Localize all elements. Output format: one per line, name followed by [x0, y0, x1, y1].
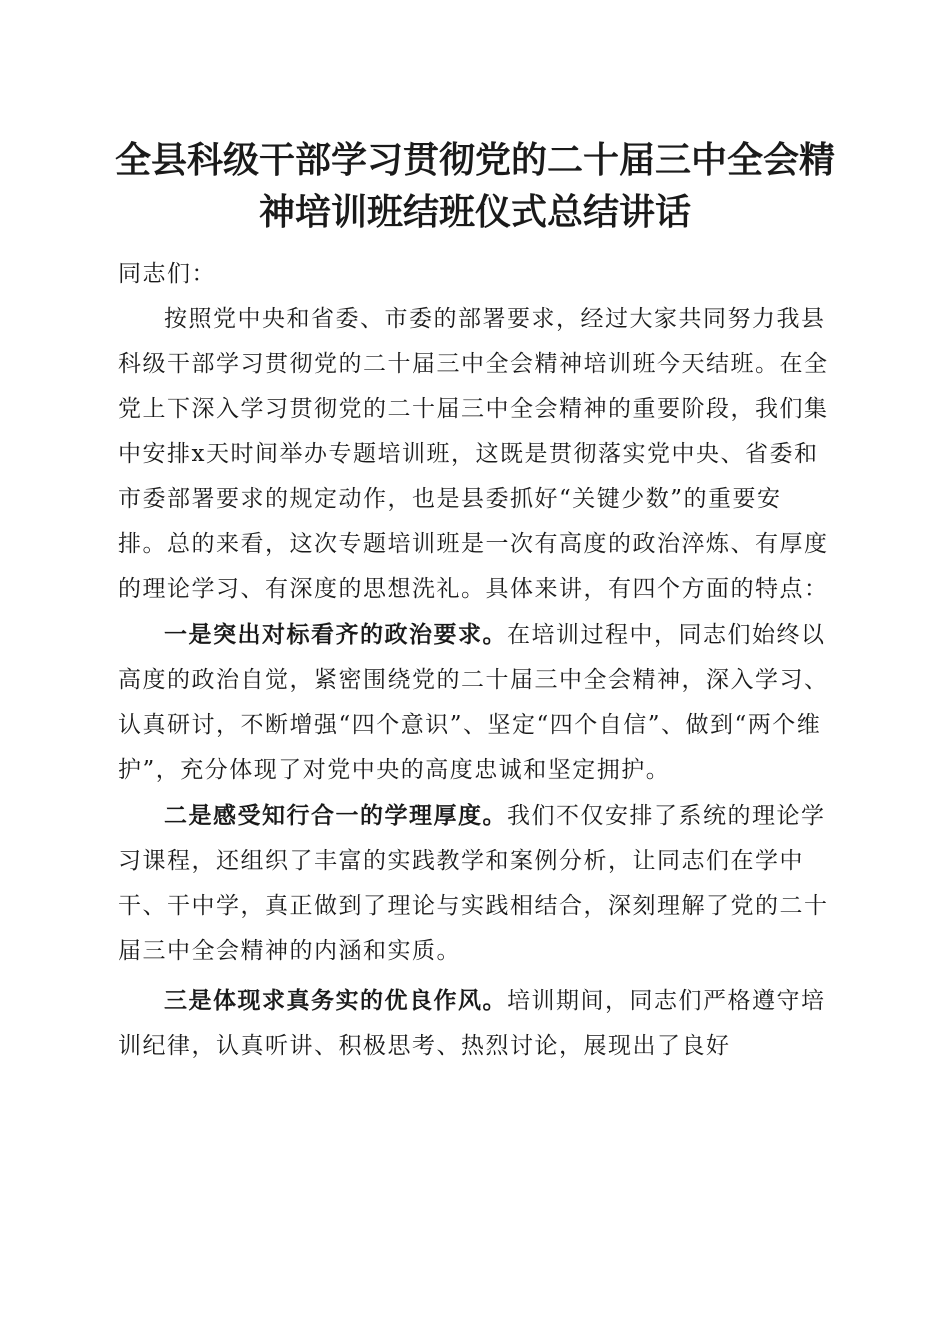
paragraph-text: 培训期间，同志们严格遵守培训纪律，认真听讲、积极思考、热烈讨论，展现出了良好 — [118, 988, 826, 1059]
paragraph-point-2 — [118, 793, 830, 974]
paragraph-intro — [118, 297, 830, 612]
paragraph-point-3 — [118, 978, 830, 1069]
paragraph-lead: 一是突出对标看齐的政治要求。 — [164, 621, 507, 648]
title-line-2: 神培训班结班仪式总结讲话 — [258, 191, 691, 233]
paragraph-text: 我们不仅安排了系统的理论学习课程，还组织了丰富的实践教学和案例分析，让同志们在学中干、干中学，真正做到了理论与实践相结合，深刻理解了党的二十届三中全会精神的内涵和实质。 — [118, 803, 829, 964]
paragraph-text: 按照党中央和省委、市委的部署要求，经过大家共同努力我县科级干部学习贯彻党的二十届三中全会精神培训班今天结班。在全党上下深入学习贯彻党的二十届三中全会精神的重要阶段，我们集中安排x天时间举办专题培训班，这既是贯彻落实党中央、省委和市委部署要求的规定动作，也是县委抓好“关键少数”的重要安排。总的来看，这次专题培训班是一次有高度的政治淬炼、有厚度的理论学习、有深度的思想洗礼。具体来讲，有四个方面的特点： — [118, 306, 829, 602]
paragraph-point-1 — [118, 612, 830, 793]
greeting: 同志们： — [118, 261, 216, 287]
title-line-1: 全县科级干部学习贯彻党的二十届三中全会精 — [114, 139, 835, 181]
paragraph-text: 在培训过程中，同志们始终以高度的政治自觉，紧密围绕党的二十届三中全会精神，深入学习、认真研讨，不断增强“四个意识”、坚定“四个自信”、做到“两个维护”，充分体现了对党中央的高度忠诚和坚定拥护。 — [118, 622, 829, 783]
paragraph-lead: 二是感受知行合一的学理厚度。 — [164, 802, 507, 829]
paragraph-lead: 三是体现求真务实的优良作风。 — [164, 987, 507, 1014]
document-title — [100, 134, 850, 238]
document-body — [118, 252, 830, 1069]
